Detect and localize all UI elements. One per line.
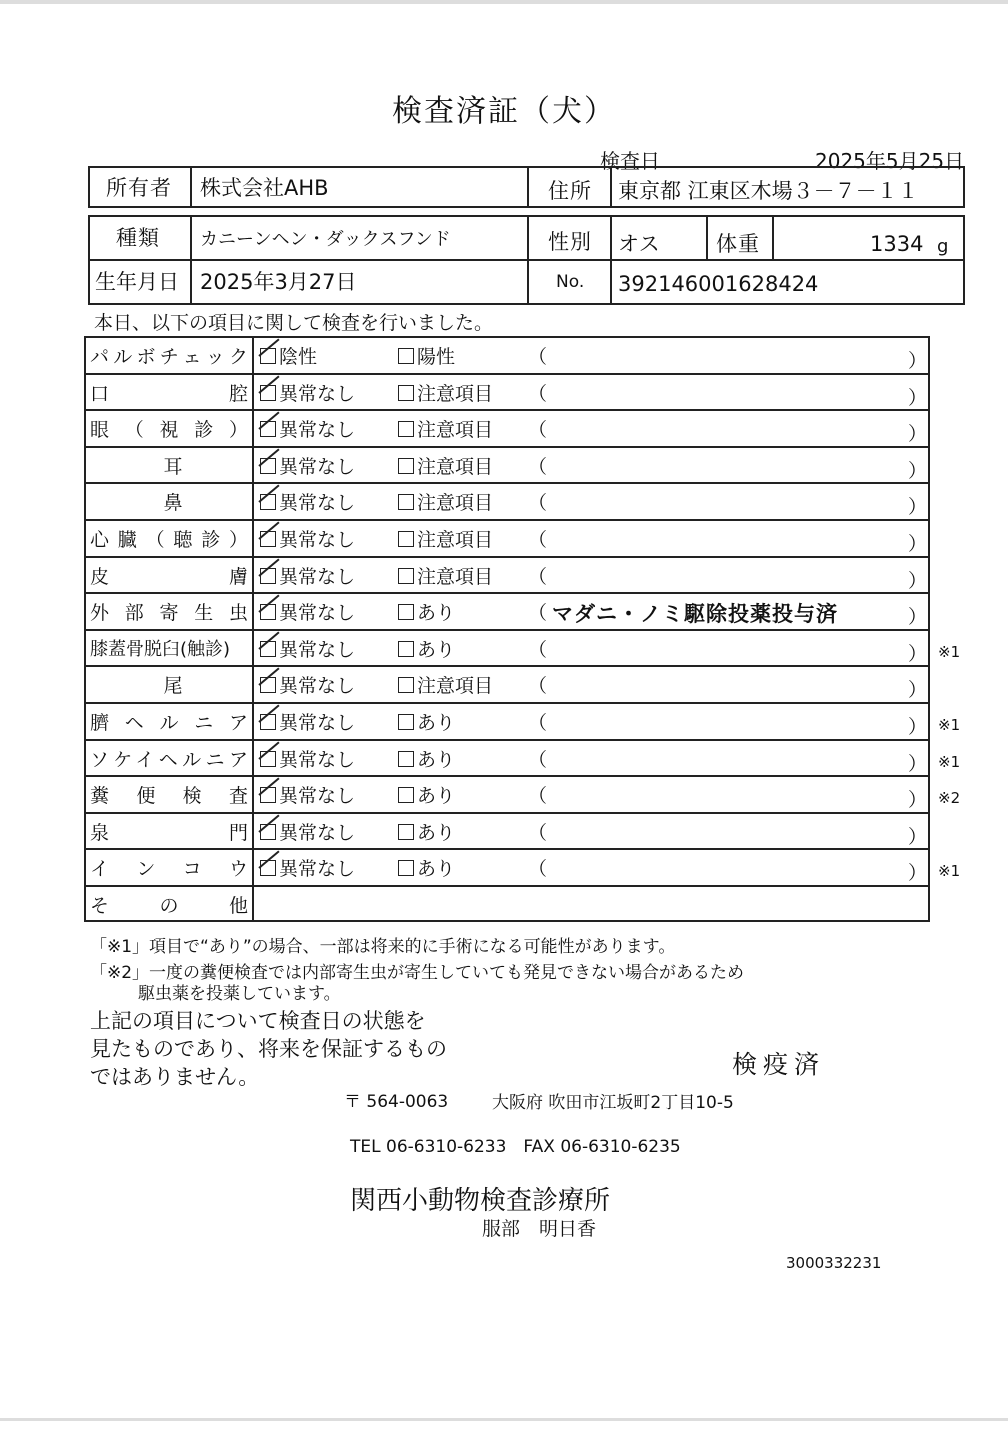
option-label: 注意項目 xyxy=(417,419,494,441)
option-label: あり xyxy=(417,712,456,734)
remark-open-paren: （ xyxy=(528,602,548,624)
checked-checkbox-icon xyxy=(260,787,276,803)
exam-row-label: 心臓（聴診） xyxy=(90,529,248,551)
remark-open-paren: （ xyxy=(528,566,548,588)
checked-checkbox-icon xyxy=(260,604,276,620)
weight-unit: g xyxy=(937,236,949,257)
checkbox-icon xyxy=(398,787,414,803)
exam-option-normal[interactable] xyxy=(260,415,355,442)
checked-checkbox-icon xyxy=(260,385,276,401)
remark-open-paren: （ xyxy=(528,749,548,771)
checked-checkbox-icon xyxy=(260,494,276,510)
owner-label: 所有者 xyxy=(106,176,172,200)
option-label: 異常なし xyxy=(279,419,356,441)
option-label: 異常なし xyxy=(279,602,356,624)
remark-open-paren: （ xyxy=(528,639,548,661)
option-label: あり xyxy=(417,639,456,661)
disclaimer-line-3: ではありません。 xyxy=(90,1065,260,1089)
checkbox-icon xyxy=(398,751,414,767)
exam-option-normal[interactable] xyxy=(260,598,355,625)
checkbox-icon xyxy=(398,385,414,401)
checkbox-icon xyxy=(398,531,414,547)
exam-row-label: 泉門 xyxy=(90,822,248,844)
remark-open-paren: （ xyxy=(528,346,548,368)
no-label: No. xyxy=(556,272,585,292)
option-label: 注意項目 xyxy=(417,675,494,697)
clinic-name: 関西小動物検査診療所 xyxy=(350,1186,611,1216)
option-label: 異常なし xyxy=(279,822,356,844)
exam-row-label: 膝蓋骨脱臼(触診) xyxy=(90,639,231,660)
option-label: あり xyxy=(417,749,456,771)
breed-label: 種類 xyxy=(116,226,160,250)
exam-row-label: ソケイヘルニア xyxy=(90,749,248,771)
exam-option-normal[interactable] xyxy=(260,525,355,552)
checkbox-icon xyxy=(398,494,414,510)
remark-close-paren: ） xyxy=(908,570,928,592)
sex-value: オス xyxy=(618,232,660,256)
remark-open-paren: （ xyxy=(528,675,548,697)
checked-checkbox-icon xyxy=(260,348,276,364)
breed-value: カニーンヘン・ダックスフンド xyxy=(200,229,451,250)
option-label: 注意項目 xyxy=(417,383,494,405)
exam-date-label: 検査日 xyxy=(600,149,660,173)
exam-option-normal[interactable] xyxy=(260,745,355,772)
checked-checkbox-icon xyxy=(260,458,276,474)
address-label: 住所 xyxy=(548,179,592,203)
option-label: 異常なし xyxy=(279,456,356,478)
remark-close-paren: ） xyxy=(908,423,928,445)
exam-option-abnormal[interactable] xyxy=(398,854,455,881)
option-label: あり xyxy=(417,785,456,807)
exam-date: 2025年5月25日 xyxy=(815,149,965,173)
option-label: あり xyxy=(417,602,456,624)
checkbox-icon xyxy=(398,604,414,620)
dob-value: 2025年3月27日 xyxy=(200,270,357,294)
remark-open-paren: （ xyxy=(528,456,548,478)
checkbox-icon xyxy=(398,568,414,584)
remark-close-paren: ） xyxy=(908,679,928,701)
exam-row-label: 臍ヘルニア xyxy=(90,712,248,734)
exam-option-normal[interactable] xyxy=(260,671,355,698)
option-label: 陰性 xyxy=(279,346,318,368)
exam-option-normal[interactable] xyxy=(260,488,355,515)
intro-text: 本日、以下の項目に関して検査を行いました。 xyxy=(94,312,494,334)
exam-remark: マダニ・ノミ駆除投薬投与済 xyxy=(552,602,838,626)
option-label: 異常なし xyxy=(279,785,356,807)
exam-note-marker: ※1 xyxy=(938,643,961,661)
option-label: 注意項目 xyxy=(417,456,494,478)
exam-option-abnormal[interactable] xyxy=(398,708,455,735)
exam-option-abnormal[interactable] xyxy=(398,488,493,515)
checked-checkbox-icon xyxy=(260,568,276,584)
remark-close-paren: ） xyxy=(908,862,928,884)
exam-option-normal[interactable] xyxy=(260,562,355,589)
page-title: 検査済証（犬） xyxy=(392,94,616,129)
remark-open-paren: （ xyxy=(528,858,548,880)
disclaimer-line-1: 上記の項目について検査日の状態を xyxy=(90,1009,426,1033)
exam-note-marker: ※2 xyxy=(938,789,961,807)
exam-option-normal[interactable] xyxy=(260,854,355,881)
exam-option-normal[interactable] xyxy=(260,708,355,735)
remark-close-paren: ） xyxy=(908,606,928,628)
exam-option-abnormal[interactable] xyxy=(398,818,455,845)
address-value: 東京都 江東区木場３－７－１１ xyxy=(618,179,919,203)
checkbox-icon xyxy=(398,348,414,364)
exam-option-normal[interactable] xyxy=(260,342,317,369)
exam-row-label: 外部寄生虫 xyxy=(90,602,248,624)
owner-value: 株式会社AHB xyxy=(200,176,329,200)
option-label: あり xyxy=(417,822,456,844)
option-label: 注意項目 xyxy=(417,566,494,588)
exam-note-marker: ※1 xyxy=(938,862,961,880)
footnote-2-cont: 駆虫薬を投薬しています。 xyxy=(138,984,341,1004)
exam-note-marker: ※1 xyxy=(938,716,961,734)
checked-checkbox-icon xyxy=(260,860,276,876)
remark-open-paren: （ xyxy=(528,712,548,734)
remark-close-paren: ） xyxy=(908,753,928,775)
checkbox-icon xyxy=(398,677,414,693)
option-label: あり xyxy=(417,858,456,880)
checked-checkbox-icon xyxy=(260,714,276,730)
remark-close-paren: ） xyxy=(908,387,928,409)
scan-edge-top xyxy=(0,0,1008,4)
id-number: 392146001628424 xyxy=(618,272,819,296)
checkbox-icon xyxy=(398,641,414,657)
remark-close-paren: ） xyxy=(908,826,928,848)
remark-open-paren: （ xyxy=(528,419,548,441)
option-label: 注意項目 xyxy=(417,492,494,514)
checkbox-icon xyxy=(398,714,414,730)
exam-option-abnormal[interactable] xyxy=(398,415,493,442)
exam-option-abnormal[interactable] xyxy=(398,781,455,808)
remark-close-paren: ） xyxy=(908,533,928,555)
checkbox-icon xyxy=(398,860,414,876)
checked-checkbox-icon xyxy=(260,751,276,767)
option-label: 異常なし xyxy=(279,675,356,697)
clinic-address: 大阪府 吹田市江坂町2丁目10-5 xyxy=(492,1093,734,1113)
checkbox-icon xyxy=(398,824,414,840)
sex-label: 性別 xyxy=(548,230,592,254)
exam-row-label: 耳 xyxy=(163,456,183,478)
checked-checkbox-icon xyxy=(260,641,276,657)
doctor-name: 服部 明日香 xyxy=(482,1218,597,1240)
exam-option-abnormal[interactable] xyxy=(398,452,493,479)
exam-option-normal[interactable] xyxy=(260,818,355,845)
exam-option-abnormal[interactable] xyxy=(398,562,493,589)
option-label: 異常なし xyxy=(279,712,356,734)
option-label: 異常なし xyxy=(279,383,356,405)
serial-number: 3000332231 xyxy=(786,1254,882,1272)
remark-open-paren: （ xyxy=(528,822,548,844)
weight-value: 1334 xyxy=(870,232,924,256)
option-label: 異常なし xyxy=(279,639,356,661)
option-label: 異常なし xyxy=(279,749,356,771)
option-label: 異常なし xyxy=(279,566,356,588)
exam-row-label: インコウ xyxy=(90,858,248,880)
checked-checkbox-icon xyxy=(260,531,276,547)
exam-option-abnormal[interactable] xyxy=(398,598,455,625)
exam-row-label: 糞便検査 xyxy=(90,785,248,807)
postal-code: 〒 564-0063 xyxy=(344,1092,449,1112)
remark-close-paren: ） xyxy=(908,496,928,518)
option-label: 異常なし xyxy=(279,858,356,880)
option-label: 異常なし xyxy=(279,529,356,551)
remark-open-paren: （ xyxy=(528,785,548,807)
exam-option-normal[interactable] xyxy=(260,452,355,479)
remark-open-paren: （ xyxy=(528,529,548,551)
remark-close-paren: ） xyxy=(908,643,928,665)
checkbox-icon xyxy=(398,421,414,437)
exam-option-abnormal[interactable] xyxy=(398,525,493,552)
tel-fax: TEL 06-6310-6233 FAX 06-6310-6235 xyxy=(350,1137,681,1157)
exam-row-label-other: その他 xyxy=(90,895,248,917)
remark-close-paren: ） xyxy=(908,460,928,482)
option-label: 注意項目 xyxy=(417,529,494,551)
exam-option-abnormal[interactable] xyxy=(398,342,455,369)
option-label: 異常なし xyxy=(279,492,356,514)
remark-close-paren: ） xyxy=(908,716,928,738)
checked-checkbox-icon xyxy=(260,824,276,840)
exam-row-label: 尾 xyxy=(163,675,183,697)
exam-note-marker: ※1 xyxy=(938,753,961,771)
exam-row-label: 眼（視診） xyxy=(90,419,248,441)
remark-open-paren: （ xyxy=(528,383,548,405)
exam-row-label: 鼻 xyxy=(163,492,183,514)
dob-label: 生年月日 xyxy=(95,270,179,294)
remark-close-paren: ） xyxy=(908,350,928,372)
remark-open-paren: （ xyxy=(528,492,548,514)
exam-option-normal[interactable] xyxy=(260,635,355,662)
footnote-2: 「※2」一度の糞便検査では内部寄生虫が寄生していても発見できない場合があるため xyxy=(90,963,745,983)
exam-option-abnormal[interactable] xyxy=(398,379,493,406)
exam-row-label: 口腔 xyxy=(90,383,248,405)
exam-option-normal[interactable] xyxy=(260,781,355,808)
checkbox-icon xyxy=(398,458,414,474)
remark-close-paren: ） xyxy=(908,789,928,811)
footnote-1: 「※1」項目で“あり”の場合、一部は将来的に手術になる可能性があります。 xyxy=(90,937,676,957)
exam-row-label: パルボチェック xyxy=(90,346,248,368)
scan-edge-bottom xyxy=(0,1418,1008,1421)
exam-row-label: 皮膚 xyxy=(90,566,248,588)
exam-option-abnormal[interactable] xyxy=(398,635,455,662)
option-label: 陽性 xyxy=(417,346,456,368)
quarantine-stamp: 検疫済 xyxy=(732,1050,826,1079)
weight-label: 体重 xyxy=(716,232,760,256)
disclaimer-line-2: 見たものであり、将来を保証するもの xyxy=(90,1037,447,1061)
exam-option-normal[interactable] xyxy=(260,379,355,406)
exam-option-abnormal[interactable] xyxy=(398,671,493,698)
checked-checkbox-icon xyxy=(260,421,276,437)
checked-checkbox-icon xyxy=(260,677,276,693)
exam-option-abnormal[interactable] xyxy=(398,745,455,772)
